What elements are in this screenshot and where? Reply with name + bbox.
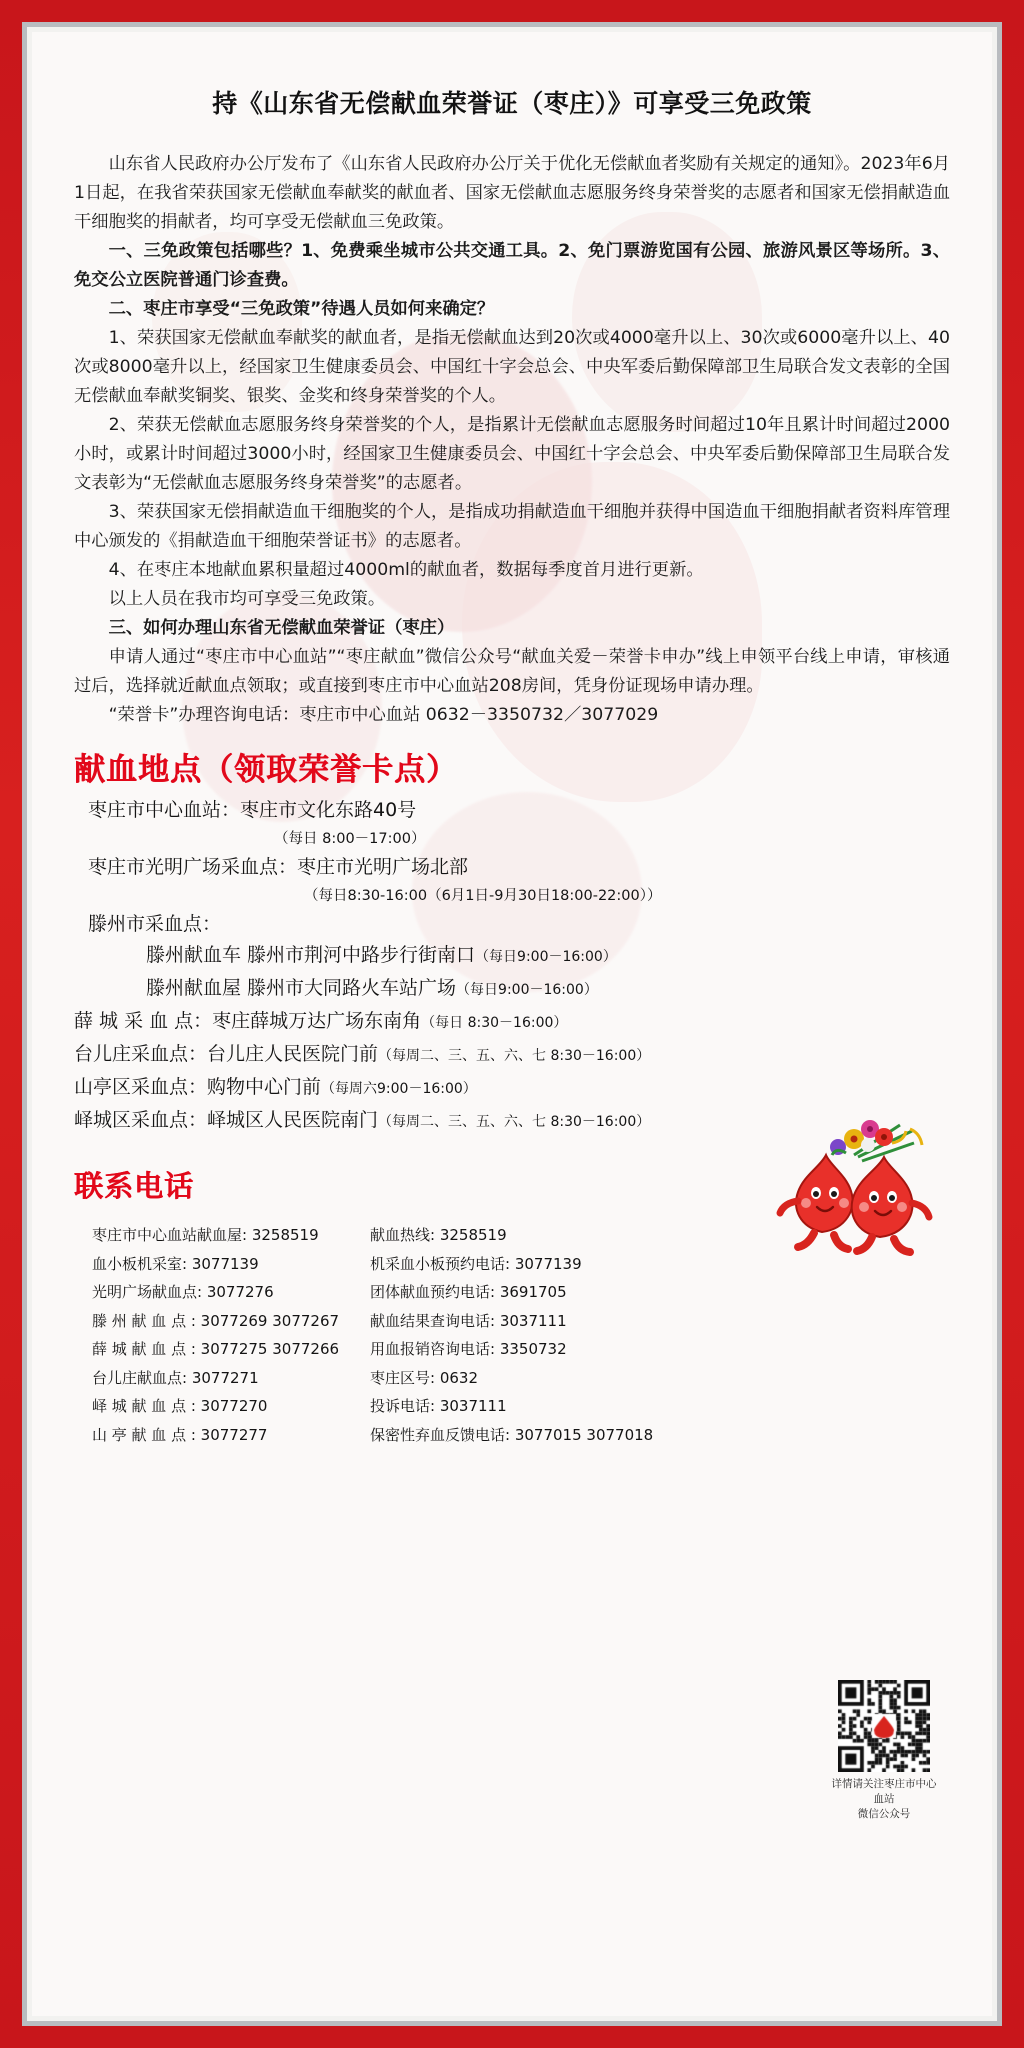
donation-locations-list — [74, 795, 950, 1138]
qr-code-icon — [838, 1680, 930, 1772]
phone-entry: 峄 城 献 血 点 : 3077270 — [92, 1397, 268, 1415]
location-name: 滕州献血车 滕州市荆河中路步行街南口 — [146, 944, 476, 966]
qr-caption-line1: 详情请关注枣庄市中心血站 — [831, 1778, 937, 1805]
wechat-qr-block — [828, 1680, 940, 1822]
phone-entry: 枣庄市中心血站献血屋: 3258519 — [92, 1226, 319, 1244]
location-hours: （每日9:00－16:00） — [456, 982, 598, 998]
location-name: 峄城区采血点：峄城区人民医院南门 — [74, 1109, 379, 1131]
location-entry — [74, 1072, 950, 1105]
location-name: 薛 城 采 血 点：枣庄薛城万达广场东南角 — [74, 1010, 422, 1032]
location-name: 滕州献血屋 滕州市大同路火车站广场 — [146, 977, 457, 999]
phone-entry: 薛 城 献 血 点 : 3077275 3077266 — [92, 1340, 340, 1358]
phone-entry: 滕 州 献 血 点 : 3077269 3077267 — [92, 1311, 340, 1330]
location-entry — [74, 1039, 950, 1072]
policy-paragraph: 1、荣获国家无偿献血奉献奖的献血者，是指无偿献血达到20次或4000毫升以上、30次或6000毫升以上、40次或8000毫升以上，经国家卫生健康委员会、中国红十字会总会、中央军委后勤保障部卫生局联合发文表彰的全国无偿献血奉献奖铜奖、银奖、金奖和终身荣誉奖的个人。 — [74, 328, 950, 406]
phone-entry: 用血报销咨询电话: 3350732 — [370, 1340, 567, 1358]
phone-entry: 机采血小板预约电话: 3077139 — [370, 1254, 582, 1273]
phone-entry: 台儿庄献血点: 3077271 — [92, 1368, 259, 1387]
phone-column-left — [92, 1221, 360, 1449]
page-title: 持《山东省无偿献血荣誉证（枣庄）》可享受三免政策 — [212, 89, 812, 118]
phone-column-right — [370, 1221, 700, 1449]
phone-entry: 投诉电话: 3037111 — [370, 1397, 507, 1415]
policy-paragraph: 3、荣获国家无偿捐献造血干细胞奖的个人，是指成功捐献造血干细胞并获得中国造血干细胞捐献者资料库管理中心颁发的《捐献造血干细胞荣誉证书》的志愿者。 — [74, 502, 950, 551]
blood-drop-mascot-icon — [762, 1117, 952, 1267]
policy-paragraph: 4、在枣庄本地献血累积量超过4000ml的献血者，数据每季度首月进行更新。 — [108, 560, 704, 580]
phone-entry: 血小板机采室: 3077139 — [92, 1254, 259, 1273]
phone-entry: 献血热线: 3258519 — [370, 1226, 507, 1244]
location-entry — [74, 940, 950, 973]
policy-text-block — [74, 150, 950, 730]
location-entry — [74, 1006, 950, 1039]
location-entry: 滕州市采血点： — [88, 913, 222, 935]
location-hours: （每日 8:00－17:00） — [274, 831, 426, 847]
location-hours: （每日 8:30－16:00） — [421, 1015, 568, 1031]
phone-entry: 枣庄区号: 0632 — [370, 1368, 478, 1387]
donation-locations-heading: 献血地点（领取荣誉卡点） — [74, 752, 458, 788]
location-hours: （每日8:30-16:00（6月1日-9月30日18:00-22:00）） — [304, 888, 662, 904]
location-name: 山亭区采血点：购物中心门前 — [74, 1076, 322, 1098]
location-hours: （每周二、三、五、六、七 8:30－16:00） — [378, 1114, 651, 1130]
phone-entry: 团体献血预约电话: 3691705 — [370, 1283, 567, 1301]
poster-paper — [32, 32, 992, 2016]
location-hours: （每周二、三、五、六、七 8:30－16:00） — [378, 1048, 651, 1064]
policy-paragraph: “荣誉卡”办理咨询电话：枣庄市中心血站 0632－3350732／3077029 — [108, 705, 659, 725]
poster-silver-border — [22, 22, 1002, 2026]
policy-paragraph: 三、如何办理山东省无偿献血荣誉证（枣庄） — [108, 618, 455, 638]
phone-entry: 山 亭 献 血 点 : 3077277 — [92, 1425, 268, 1444]
location-entry: 枣庄市中心血站：枣庄市文化东路40号 — [88, 799, 417, 821]
phone-entry: 保密性弃血反馈电话: 3077015 3077018 — [370, 1425, 654, 1444]
location-hours: （每周六9:00－16:00） — [321, 1081, 477, 1097]
policy-paragraph: 二、枣庄市享受“三免政策”待遇人员如何来确定？ — [108, 299, 495, 319]
phone-entry: 献血结果查询电话: 3037111 — [370, 1311, 567, 1330]
phone-entry: 光明广场献血点: 3077276 — [92, 1283, 274, 1301]
location-entry — [74, 973, 950, 1006]
policy-paragraph: 申请人通过“枣庄市中心血站”“枣庄献血”微信公众号“献血关爱－荣誉卡申办”线上申领平台线上申请，审核通过后，选择就近献血点领取；或直接到枣庄市中心血站208房间，凭身份证现场申请办理。 — [74, 647, 950, 696]
location-name: 台儿庄采血点：台儿庄人民医院门前 — [74, 1043, 379, 1065]
contact-phones-heading: 联系电话 — [74, 1169, 195, 1203]
qr-caption-line2: 微信公众号 — [857, 1808, 911, 1820]
policy-paragraph: 以上人员在我市均可享受三免政策。 — [108, 589, 386, 609]
location-entry: 枣庄市光明广场采血点：枣庄市光明广场北部 — [88, 856, 469, 878]
policy-paragraph: 一、三免政策包括哪些？1、免费乘坐城市公共交通工具。2、免门票游览国有公园、旅游风景区等场所。3、免交公立医院普通门诊查费。 — [74, 241, 950, 290]
policy-paragraph: 山东省人民政府办公厅发布了《山东省人民政府办公厅关于优化无偿献血者奖励有关规定的通知》。2023年6月1日起，在我省荣获国家无偿献血奉献奖的献血者、国家无偿献血志愿服务终身荣誉奖的志愿者和国家无偿捐献造血干细胞奖的捐献者，均可享受无偿献血三免政策。 — [74, 154, 950, 232]
policy-paragraph: 2、荣获无偿献血志愿服务终身荣誉奖的个人，是指累计无偿献血志愿服务时间超过10年且累计时间超过2000小时，或累计时间超过3000小时，经国家卫生健康委员会、中国红十字会总会、中央军委后勤保障部卫生局联合发文表彰为“无偿献血志愿服务终身荣誉奖”的志愿者。 — [74, 415, 950, 493]
location-hours: （每日9:00－16:00） — [475, 949, 617, 965]
